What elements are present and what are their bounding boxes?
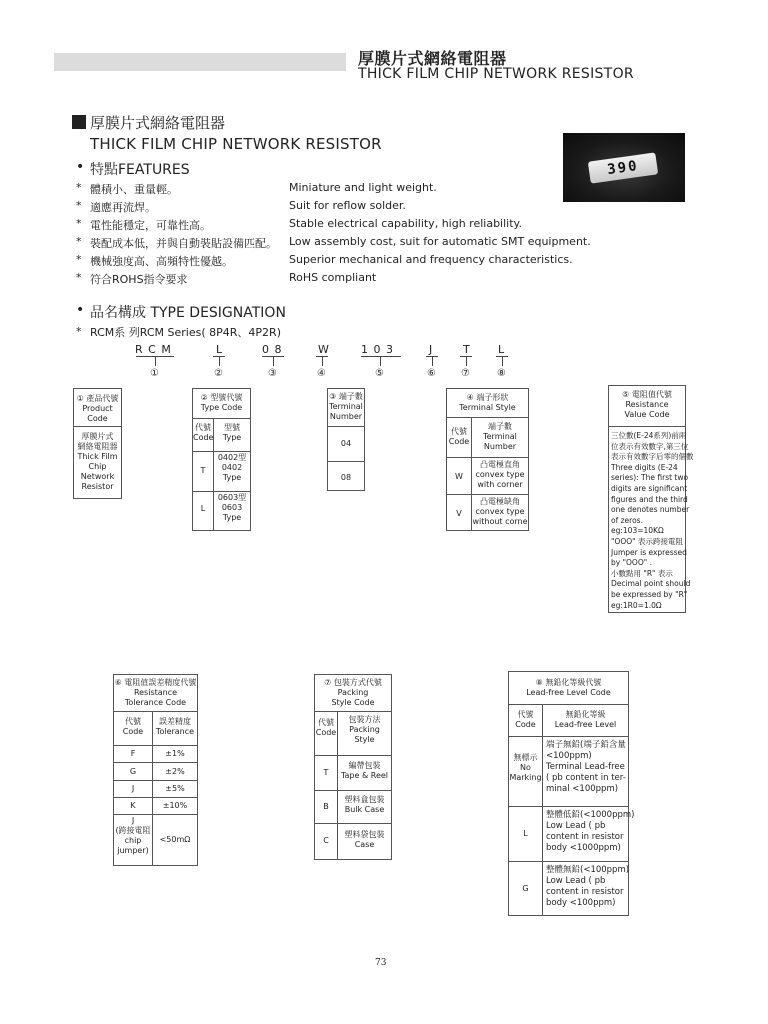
code-part-7: T	[463, 343, 471, 356]
feature-en-2: Suit for reflow solder.	[289, 199, 406, 212]
terminal-number-h1: ③ 端子數	[329, 392, 363, 401]
lead-free-r2	[546, 810, 635, 854]
feature-zh-3: 電性能穩定，可靠性高。	[90, 219, 211, 232]
code-part-4: W	[318, 343, 330, 356]
resistance-value-h2: Resistance	[625, 400, 669, 409]
type-code-c2b: Type	[222, 433, 242, 442]
lead-free-r3	[546, 865, 628, 909]
packing-row-b: Bulk Case	[344, 805, 385, 814]
terminal-style-r1b: convex type	[475, 470, 525, 479]
lead-free-r1-line: Terminal Lead-free	[546, 762, 625, 772]
product-code-b2: 網絡電阻器	[77, 442, 118, 451]
packing-row	[338, 795, 391, 815]
packing-row-code: T	[323, 768, 329, 777]
type-code-r1b: 0402	[221, 463, 243, 472]
packing-row-code: C	[323, 836, 329, 845]
lead-free-r3-line: 整體無鉛(<100ppm)	[546, 865, 630, 875]
feature-zh-6: 符合ROHS指令要求	[90, 273, 188, 286]
terminal-style-header	[447, 393, 528, 413]
header-title-zh: 厚膜片式網絡電阻器	[358, 49, 507, 68]
terminal-style-c2a: 端子數	[488, 422, 512, 431]
feature-asterisk: *	[76, 253, 82, 266]
terminal-style-h1: ④ 端子形狀	[466, 393, 509, 402]
divider	[447, 457, 528, 458]
packing-h3: Style Code	[331, 698, 375, 707]
code-part-2: L	[216, 343, 224, 356]
lead-free-col1-header	[509, 710, 542, 730]
terminal-style-c1a: 代號	[451, 427, 467, 436]
type-code-h1: ② 型號代號	[200, 393, 243, 402]
type-code-r2-code: L	[200, 504, 206, 513]
packing-row-a: 編帶包裝	[348, 761, 381, 770]
code-bracket-5	[361, 356, 401, 357]
tolerance-box	[113, 674, 198, 866]
code-tick-3	[273, 356, 274, 366]
terminal-style-r2c: without corne	[472, 517, 528, 526]
designation-asterisk: *	[76, 325, 82, 338]
rv-line-1: 三位數(E-24系列)前兩	[611, 431, 687, 440]
divider	[315, 823, 391, 824]
terminal-style-r2	[472, 497, 528, 527]
terminal-style-r1	[472, 460, 528, 490]
code-index-7: ⑦	[461, 368, 470, 379]
resistance-value-box	[608, 385, 694, 613]
terminal-style-col1-header	[447, 427, 471, 447]
product-code-b5: Network	[80, 472, 115, 481]
header-bar	[54, 53, 346, 71]
code-index-5: ⑤	[375, 368, 384, 379]
features-bullet: •	[76, 159, 85, 175]
resistor-chip	[588, 152, 658, 183]
feature-zh-5: 機械強度高、高頻特性優越。	[90, 255, 233, 268]
divider	[509, 806, 628, 807]
tolerance-c1b: Code	[122, 727, 144, 736]
tolerance-h1: ⑥ 電阻值誤差精度代號	[114, 678, 197, 687]
lead-free-r2-line: body <1000ppm)	[546, 843, 621, 853]
rv-line-8: one denotes number	[611, 505, 690, 515]
code-tick-7	[466, 356, 467, 366]
terminal-style-c2c: Number	[483, 442, 517, 451]
tolerance-jc1: J	[131, 816, 135, 825]
rv-line-5: series): The first two	[611, 473, 689, 483]
page-number: 73	[375, 958, 387, 968]
section-square-icon	[72, 115, 86, 129]
lead-free-r3-code: G	[522, 884, 529, 893]
feature-en-4: Low assembly cost, suit for automatic SMT equipment.	[289, 235, 591, 248]
feature-en-1: Miniature and light weight.	[289, 181, 437, 194]
divider	[193, 491, 250, 492]
type-code-c2a: 型號	[224, 423, 240, 432]
type-code-r1-type	[214, 453, 250, 483]
terminal-style-c2b: Terminal	[483, 432, 517, 441]
type-code-h2: Type Code	[200, 403, 243, 412]
divider	[193, 418, 250, 419]
rv-line-14: 小數點用 "R" 表示	[611, 568, 673, 578]
lead-free-header	[509, 678, 628, 698]
lead-free-h2: Lead-free Level Code	[526, 688, 611, 697]
code-index-2: ②	[214, 368, 223, 379]
divider	[193, 451, 250, 452]
tolerance-c1a: 代號	[125, 717, 141, 726]
lead-free-c2b: Lead-free Level	[554, 720, 617, 729]
code-index-1: ①	[150, 368, 159, 379]
tolerance-row-val: ±5%	[165, 784, 185, 793]
code-tick-4	[322, 356, 323, 366]
packing-h2: Packing	[337, 688, 369, 697]
divider	[114, 711, 197, 712]
divider	[328, 426, 364, 427]
code-index-3: ③	[268, 368, 277, 379]
packing-c2a: 包裝方法	[348, 715, 381, 724]
packing-row-a: 塑料盒包裝	[344, 795, 385, 804]
header-title-en: THICK FILM CHIP NETWORK RESISTOR	[358, 66, 634, 82]
feature-asterisk: *	[76, 271, 82, 284]
designation-series: RCM系 列RCM Series( 8P4R、4P2R)	[90, 326, 281, 339]
divider	[315, 790, 391, 791]
lead-free-r1	[546, 740, 628, 795]
code-part-8: L	[498, 343, 506, 356]
terminal-style-c1b: Code	[448, 437, 470, 446]
type-code-c1a: 代號	[195, 423, 211, 432]
lead-free-r1-code-c: Marking	[509, 773, 542, 782]
terminal-number-v2: 08	[340, 473, 352, 482]
divider	[114, 814, 197, 815]
packing-row-b: Case	[354, 840, 375, 849]
lead-free-r2-code: L	[523, 829, 528, 838]
rv-line-16: be expressed by "R"	[611, 589, 688, 599]
tolerance-jc4: jumper)	[117, 846, 149, 855]
terminal-style-r1c: with corner	[477, 480, 523, 489]
terminal-number-v1: 04	[340, 439, 352, 448]
feature-en-3: Stable electrical capability, high reliability.	[289, 217, 522, 230]
divider	[509, 704, 628, 705]
product-code-h1: ① 產品代號	[76, 394, 119, 403]
code-part-6: J	[429, 343, 434, 356]
divider	[447, 494, 528, 495]
lead-free-h1: ⑧ 無鉛化等級代號	[535, 678, 602, 687]
divider	[114, 762, 197, 763]
feature-zh-4: 裝配成本低，并與自動裝貼設備匹配。	[90, 237, 277, 250]
code-tick-2	[219, 356, 220, 366]
product-code-h3: Code	[87, 414, 108, 423]
product-code-header	[74, 394, 121, 424]
terminal-style-r2b: convex type	[475, 507, 525, 516]
features-title: 特點FEATURES	[90, 162, 190, 178]
product-code-h2: Product	[82, 404, 113, 413]
type-code-r1-code: T	[200, 466, 206, 475]
tolerance-header	[114, 678, 197, 708]
product-code-b1: 厚膜片式	[81, 432, 114, 441]
product-code-body	[74, 432, 121, 492]
lead-free-r3-line: Low Lead ( pb	[546, 876, 606, 886]
feature-asterisk: *	[76, 181, 82, 194]
lead-free-c2a: 無鉛化等級	[565, 710, 606, 719]
type-code-r2b: 0603	[221, 503, 243, 512]
packing-col2-header	[338, 715, 391, 745]
chip-marking: 390	[606, 157, 640, 179]
rv-line-11: "OOO" 表示跨接電阻	[611, 536, 683, 546]
divider	[315, 755, 391, 756]
terminal-number-box	[327, 388, 365, 491]
code-tick-8	[502, 356, 503, 366]
tolerance-row-code: G	[129, 767, 137, 776]
designation-bullet: •	[76, 302, 85, 318]
rv-line-7: figures and the third	[611, 494, 688, 504]
code-tick-5	[380, 356, 381, 366]
lead-free-r2-line: Low Lead ( pb	[546, 821, 606, 831]
type-code-r2c: Type	[222, 513, 242, 522]
lead-free-r2-line: 整體低鉛(<1000ppm)	[546, 810, 635, 820]
tolerance-col2-header	[153, 717, 197, 737]
packing-c2b: Packing	[349, 725, 380, 734]
section-title-en: THICK FILM CHIP NETWORK RESISTOR	[90, 135, 382, 153]
divider	[74, 426, 121, 427]
packing-c1a: 代號	[318, 718, 334, 727]
lead-free-r3-line: content in resistor	[546, 887, 624, 897]
terminal-number-h2: Terminal	[329, 402, 363, 411]
tolerance-jumper-code	[114, 816, 152, 856]
product-code-b6: Resistor	[81, 482, 114, 491]
divider	[114, 745, 197, 746]
lead-free-r1-line: minal <100ppm)	[546, 784, 619, 794]
rv-line-15: Decimal point should	[611, 579, 691, 589]
packing-row	[338, 830, 391, 850]
terminal-number-header	[328, 392, 364, 422]
tolerance-row-code: J	[131, 784, 135, 793]
type-code-r2-type	[214, 493, 250, 523]
tolerance-row-val: ±2%	[165, 767, 185, 776]
rv-line-13: by "OOO" .	[611, 558, 652, 568]
lead-free-c1a: 代號	[517, 710, 534, 719]
lead-free-r1-code-b: No	[520, 763, 531, 772]
packing-box	[314, 674, 392, 860]
feature-asterisk: *	[76, 199, 82, 212]
packing-row	[338, 761, 391, 781]
type-code-col2-header	[214, 423, 250, 443]
tolerance-row-val: ±1%	[165, 749, 185, 758]
terminal-style-r2a: 凸電極缺角	[480, 497, 520, 506]
type-code-box	[192, 388, 251, 531]
designation-title: 品名構成 TYPE DESIGNATION	[90, 305, 286, 321]
product-code-box	[73, 388, 122, 499]
type-code-c1b: Code	[193, 433, 214, 442]
feature-asterisk: *	[76, 217, 82, 230]
rv-line-2: 位表示有效數字,第三位	[611, 441, 689, 451]
tolerance-h3: Tolerance Code	[124, 698, 187, 707]
terminal-style-r2-code: V	[456, 509, 462, 518]
tolerance-h2: Resistance	[133, 688, 178, 697]
feature-zh-2: 適應再流焊。	[90, 201, 156, 214]
rv-line-17: eg:1R0=1.0Ω	[611, 600, 662, 610]
lead-free-r3-line: body <100ppm)	[546, 898, 616, 908]
packing-row-code: B	[323, 802, 329, 811]
tolerance-col1-header	[114, 717, 152, 737]
tolerance-c2b: Tolerance	[155, 727, 195, 736]
terminal-style-r1-code: W	[455, 472, 463, 481]
resistance-value-h3: Value Code	[624, 410, 670, 419]
type-code-header	[193, 393, 250, 413]
type-code-col1-header	[193, 423, 213, 443]
packing-header	[315, 678, 391, 708]
feature-zh-1: 體積小、重量輕。	[90, 183, 178, 196]
resistance-value-header	[609, 390, 685, 420]
rv-line-12: Jumper is expressed	[611, 547, 687, 557]
rv-line-4: Three digits (E-24	[611, 462, 678, 472]
lead-free-r1-line: ( pb content in ter-	[546, 773, 626, 783]
terminal-number-h3: Number	[329, 412, 363, 421]
tolerance-row-code: K	[130, 801, 136, 810]
tolerance-c2a: 誤差精度	[159, 717, 191, 726]
code-index-6: ⑥	[427, 368, 436, 379]
packing-row-a: 塑料袋包裝	[344, 830, 385, 839]
packing-col1-header	[315, 718, 337, 738]
lead-free-r1-line: <100ppm)	[546, 751, 592, 761]
feature-asterisk: *	[76, 235, 82, 248]
tolerance-row-code: F	[130, 749, 136, 758]
resistance-value-body	[611, 431, 694, 611]
terminal-style-col2-header	[472, 422, 528, 452]
lead-free-r1-code	[509, 753, 542, 783]
product-code-b4: Chip	[88, 462, 107, 471]
tolerance-jc3: chip	[124, 836, 142, 845]
type-code-r1c: Type	[222, 473, 242, 482]
feature-en-6: RoHS compliant	[289, 271, 377, 284]
code-part-5: 1 0 3	[361, 343, 394, 356]
lead-free-r2-line: content in resistor	[546, 832, 624, 842]
terminal-style-h2: Terminal Style	[459, 403, 516, 412]
feature-en-5: Superior mechanical and frequency characteristics.	[289, 253, 573, 266]
divider	[509, 861, 628, 862]
divider	[114, 797, 197, 798]
rv-line-6: digits are significant	[611, 483, 688, 493]
divider	[315, 711, 391, 712]
tolerance-row-val: ±10%	[162, 801, 188, 810]
type-code-r1a: 0402型	[217, 453, 247, 462]
type-code-r2a: 0603型	[217, 493, 247, 502]
packing-h1: ⑦ 包裝方式代號	[324, 678, 382, 687]
lead-free-box	[508, 671, 635, 916]
lead-free-col2-header	[543, 710, 628, 730]
code-index-8: ⑧	[497, 368, 506, 379]
resistance-value-h1: ⑤ 電阻值代號	[622, 390, 672, 399]
lead-free-c1b: Code	[515, 720, 536, 729]
product-photo	[563, 133, 685, 202]
rv-line-10: eg:103=10KΩ	[611, 526, 664, 536]
code-part-3: 0 8	[262, 343, 283, 356]
lead-free-r1-code-a: 無標示	[513, 753, 538, 762]
code-tick-6	[432, 356, 433, 366]
packing-c1b: Code	[315, 728, 337, 737]
tolerance-jc2: (跨接電阻	[115, 826, 151, 835]
code-index-4: ④	[317, 368, 326, 379]
rv-line-9: of zeros.	[611, 515, 643, 525]
divider	[609, 426, 685, 427]
code-part-1: R C M	[135, 343, 172, 356]
lead-free-r1-line: 端子無鉛(端子鉛含量	[546, 740, 626, 750]
tolerance-jumper-val: <50mΩ	[159, 835, 191, 844]
rv-line-3: 表示有效數字后零的個數	[611, 452, 694, 462]
divider	[328, 461, 364, 462]
product-code-b3: Thick Film	[77, 452, 118, 461]
terminal-style-r1a: 凸電極直角	[480, 460, 520, 469]
divider	[509, 736, 628, 737]
divider	[447, 417, 528, 418]
terminal-style-box	[446, 388, 529, 531]
packing-row-b: Tape & Reel	[340, 771, 389, 780]
packing-c2c: Style	[354, 735, 375, 744]
divider	[114, 780, 197, 781]
section-title-zh: 厚膜片式網絡電阻器	[90, 114, 226, 132]
code-tick-1	[155, 356, 156, 366]
